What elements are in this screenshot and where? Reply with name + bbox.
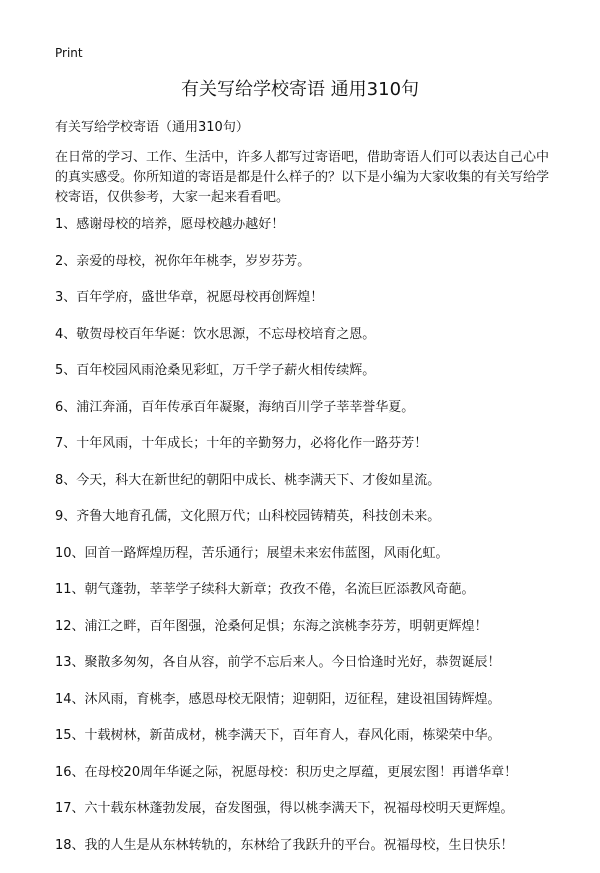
list-item: 2、亲爱的母校，祝你年年桃李，岁岁芬芳。 [55,253,555,290]
intro-paragraph: 在日常的学习、工作、生活中，许多人都写过寄语吧，借助寄语人们可以表达自己心中的真实感受。你所知道的寄语是都是什么样子的？以下是小编为大家收集的有关写给学校寄语，仅供参考，大家一起来看看吧。 [55,148,550,208]
list-item: 9、齐鲁大地育孔儒，文化照万代；山科校园铸精英，科技创未来。 [55,508,555,545]
list-item: 16、在母校20周年华诞之际，祝愿母校：积历史之厚蕴，更展宏图！再谱华章！ [55,764,555,801]
list-item: 6、浦江奔涌，百年传承百年凝聚，海纳百川学子莘莘誉华夏。 [55,399,555,436]
list-item: 17、六十载东林蓬勃发展，奋发图强，得以桃李满天下，祝福母校明天更辉煌。 [55,800,555,837]
list-item: 18、我的人生是从东林转轨的，东林给了我跃升的平台。祝福母校，生日快乐！ [55,837,555,873]
document-subtitle: 有关写给学校寄语（通用310句） [55,119,249,137]
list-item: 3、百年学府，盛世华章，祝愿母校再创辉煌！ [55,289,555,326]
list-item: 14、沐风雨，育桃李，感恩母校无限情；迎朝阳，迈征程，建设祖国铸辉煌。 [55,691,555,728]
list-item: 15、十载树林，新苗成材，桃李满天下，百年育人，春风化雨，栋梁荣中华。 [55,727,555,764]
page-title: 有关写给学校寄语 通用310句 [0,79,600,101]
list-item: 11、朝气蓬勃，莘莘学子续科大新章；孜孜不倦，名流巨匠添教风奇葩。 [55,581,555,618]
list-item: 10、回首一路辉煌历程，苦乐通行；展望未来宏伟蓝图，风雨化虹。 [55,545,555,582]
list-item: 12、浦江之畔，百年图强，沧桑何足惧；东海之滨桃李芬芳，明朝更辉煌！ [55,618,555,655]
list-item: 5、百年校园风雨沧桑见彩虹，万千学子薪火相传续辉。 [55,362,555,399]
list-item: 13、聚散多匆匆，各自从容，前学不忘后来人。今日恰逢时光好，恭贺诞辰！ [55,654,555,691]
list-item: 4、敬贺母校百年华诞：饮水思源，不忘母校培育之恩。 [55,326,555,363]
print-label: Print [55,46,83,60]
list-item: 1、感谢母校的培养，愿母校越办越好！ [55,216,555,253]
list-item: 7、十年风雨，十年成长；十年的辛勤努力，必将化作一路芬芳！ [55,435,555,472]
message-list [55,216,555,873]
list-item: 8、今天，科大在新世纪的朝阳中成长、桃李满天下、才俊如星流。 [55,472,555,509]
